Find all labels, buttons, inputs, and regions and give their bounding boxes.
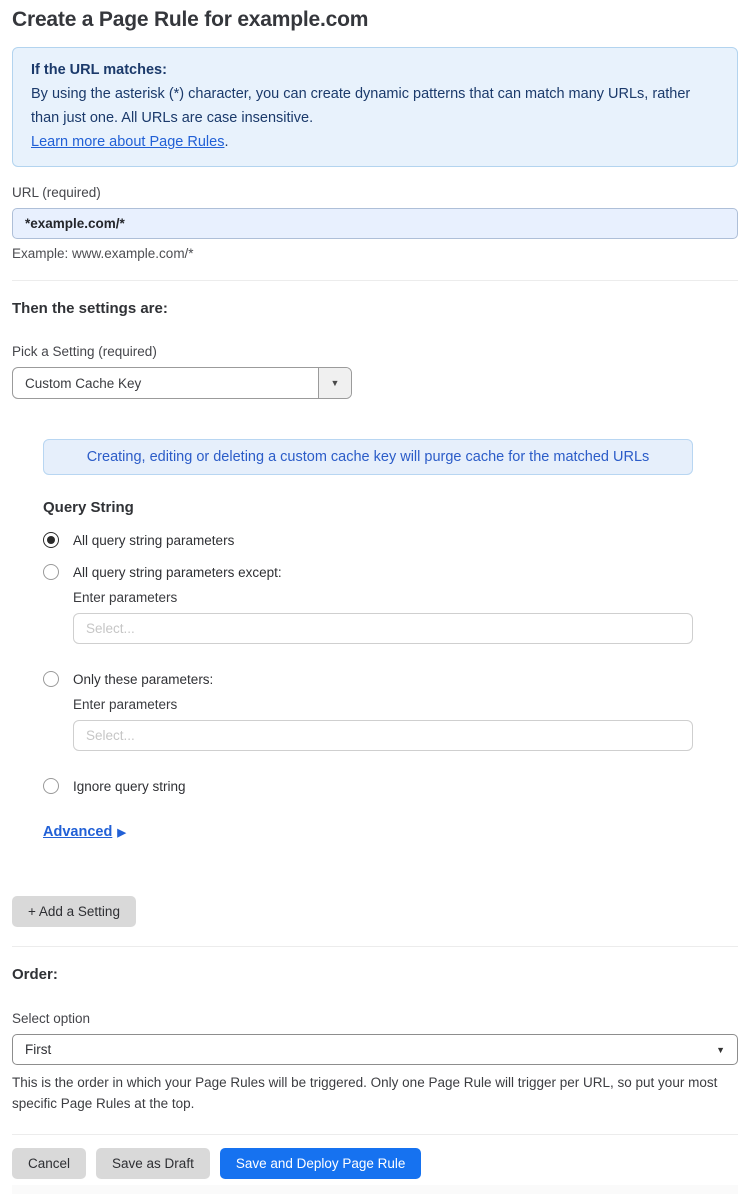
divider	[12, 946, 738, 947]
setting-select[interactable]	[12, 367, 352, 399]
enter-parameters-label: Enter parameters	[73, 590, 178, 605]
order-help-text: This is the order in which your Page Rules will be triggered. Only one Page Rule will trigger per URL, so put your most specific Page Rules at the top.	[12, 1075, 718, 1111]
query-string-options	[43, 532, 738, 794]
cache-key-notice: Creating, editing or deleting a custom cache key will purge cache for the matched URLs	[43, 439, 693, 475]
footer-actions	[12, 1148, 738, 1179]
radio-unselected-icon[interactable]	[43, 778, 59, 794]
option-label: Ignore query string	[73, 778, 186, 794]
only-params-sub	[73, 697, 738, 751]
radio-option-only-params[interactable]	[43, 671, 738, 687]
radio-option-ignore-query[interactable]	[43, 778, 738, 794]
save-draft-button[interactable]: Save as Draft	[96, 1148, 210, 1179]
option-label: Only these parameters:	[73, 671, 214, 687]
radio-selected-icon[interactable]	[43, 532, 59, 548]
url-example-text: Example: www.example.com/*	[12, 246, 194, 261]
learn-more-link[interactable]: Learn more about Page Rules	[31, 134, 225, 150]
order-heading: Order:	[12, 966, 58, 983]
settings-heading: Then the settings are:	[12, 300, 168, 317]
except-parameters-input[interactable]	[73, 613, 693, 644]
save-deploy-button[interactable]: Save and Deploy Page Rule	[220, 1148, 422, 1179]
link-period: .	[224, 134, 229, 150]
url-field-label: URL (required)	[12, 185, 101, 200]
bottom-strip	[12, 1185, 738, 1194]
only-parameters-input[interactable]	[73, 720, 693, 751]
info-box-body: By using the asterisk (*) character, you can create dynamic patterns that can match many URLs, rather than just one. All URLs are case insensitive.	[31, 86, 691, 126]
order-select[interactable]	[12, 1034, 738, 1065]
order-select-label: Select option	[12, 1011, 91, 1026]
advanced-arrow-icon: ▶	[117, 826, 126, 839]
advanced-link[interactable]	[43, 824, 126, 840]
page-title: Create a Page Rule for example.com	[12, 8, 369, 31]
setting-select-value: Custom Cache Key	[25, 375, 142, 391]
pick-setting-label: Pick a Setting (required)	[12, 344, 157, 359]
setting-select-caret-button[interactable]	[318, 368, 351, 398]
order-section	[12, 966, 738, 1114]
cancel-button[interactable]: Cancel	[12, 1148, 86, 1179]
enter-parameters-label: Enter parameters	[73, 697, 178, 712]
advanced-link-label: Advanced	[43, 824, 113, 840]
query-string-heading: Query String	[43, 499, 134, 516]
option-label: All query string parameters	[73, 532, 235, 548]
except-params-sub	[73, 590, 738, 644]
chevron-down-icon: ▼	[716, 1044, 725, 1055]
radio-option-all-params[interactable]	[43, 532, 738, 548]
chevron-down-icon: ▼	[330, 378, 340, 388]
url-input[interactable]	[12, 208, 738, 239]
option-label: All query string parameters except:	[73, 564, 282, 580]
divider	[12, 1134, 738, 1135]
divider	[12, 280, 738, 281]
info-box-link-line	[31, 130, 719, 154]
url-match-info-box	[12, 47, 738, 167]
radio-unselected-icon[interactable]	[43, 564, 59, 580]
radio-option-all-params-except[interactable]	[43, 564, 738, 580]
order-select-value: First	[25, 1042, 52, 1057]
info-box-heading: If the URL matches:	[31, 62, 167, 78]
add-setting-button[interactable]: + Add a Setting	[12, 896, 136, 927]
radio-unselected-icon[interactable]	[43, 671, 59, 687]
